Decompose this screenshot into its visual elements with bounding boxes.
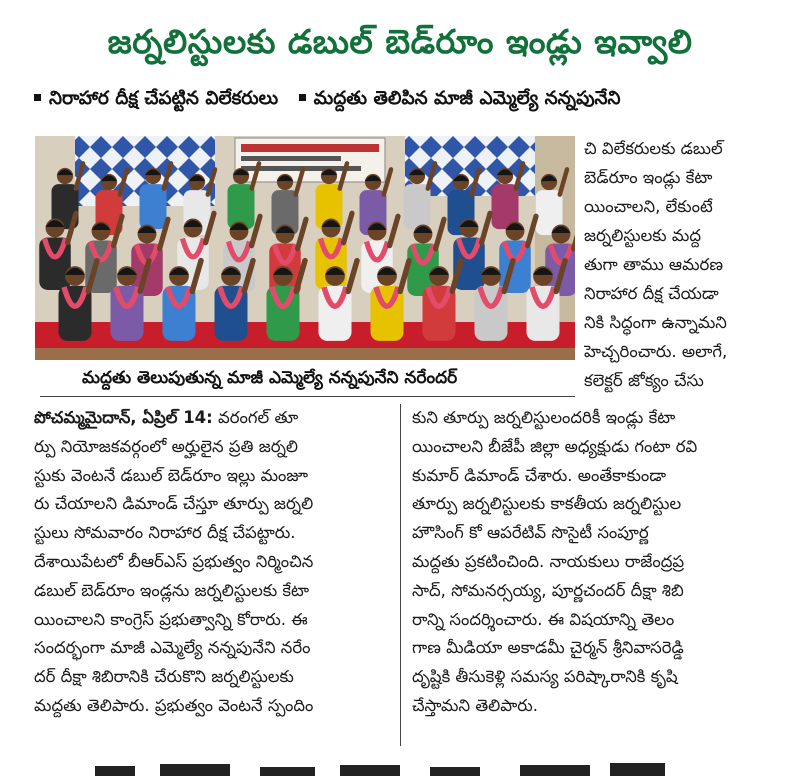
text-segment: వరంగల్ తూ [218,408,299,427]
subheadline-2: మద్దతు తెలిపిన మాజీ ఎమ్మెల్యే నన్నపునేని [313,88,621,109]
divider-horizontal [40,396,575,397]
text-line: స్టులు సోమవారం నిరాహార దీక్ష చేపట్టారు. [34,523,296,543]
text-line: జర్నలిస్టులకు మద్ద [584,226,701,245]
column-left [34,404,394,721]
text-line: సందర్భంగా మాజీ ఎమ్మెల్యే నన్నపునేని నరేం [34,638,311,658]
bullet-icon [34,94,41,101]
text-line: దేశాయిపేటలో బీఆర్ఎస్ ప్రభుత్వం నిర్మించిన [34,551,314,571]
text-line: సాద్, సోమనర్సయ్య, పూర్ణచందర్ దీక్షా శిబి [412,580,684,600]
text-line: గాణ మీడియా అకాడమీ చైర్మన్ శ్రీనివాసరెడ్డి [412,638,684,658]
column-right [584,134,774,395]
photo-caption: మద్దతు తెలుపుతున్న మాజీ ఎమ్మెల్యే నన్నపునేని నరేందర్ [82,368,458,388]
text-line: తూర్పు జర్నలిస్టులకు కాకతీయ జర్నలిస్టుల [412,494,682,514]
text-line: మద్దతు ప్రకటించింది. నాయకులు రాజేంద్రప్ర [412,551,685,571]
text-line: చి విలేకరులకు డబుల్ [584,139,723,158]
text-line: బెడ్‌రూం ఇండ్లు కేటా [584,168,713,187]
bullet-icon [299,94,306,101]
text-line: రాన్ని సందర్శించారు. ఈ విషయాన్ని తెలం [412,609,675,629]
dateline: పోచమ్మమైదాన్, ఏప్రిల్ 14: [34,408,213,427]
text-line: చేస్తామని తెలిపారు. [412,695,539,715]
text-line: డబుల్ బెడ్‌రూం ఇండ్లను జర్నలిస్టులకు కేటా [34,580,310,600]
text-line: రు చేయాలని డిమాండ్ చేస్తూ తూర్పు జర్నలి [34,494,314,514]
column-middle [412,404,780,721]
text-line: యించాలని, లేకుంటే [584,197,713,216]
text-line: కుని తూర్పు జర్నలిస్టులందరికీ ఇండ్లు కేటా [412,408,676,427]
text-line: హెచ్చరించారు. అలాగే, [584,342,728,361]
news-photo [35,136,575,360]
text-line: మద్దతు తెలిపారు. ప్రభుత్వం వెంటనే స్పందిం [34,695,314,715]
subheadlines [30,82,780,116]
text-line: కలెక్టర్ జోక్యం చేసు [584,371,704,390]
text-line: నిరాహార దీక్ష చేయడా [584,284,719,303]
text-line: స్టుకు వెంటనే డబుల్ బెడ్‌రూం ఇల్లు మంజూ [34,465,309,485]
text-line: దృష్టికి తీసుకెళ్లి సమస్య పరిష్కారానికి కృషి [412,667,678,687]
text-line: ర్పు నియోజకవర్గంలో అర్హులైన ప్రతి జర్నలి [34,436,299,456]
text-line: యించాలని కాంగ్రెస్ ప్రభుత్వాన్ని కోరారు. ఈ [34,609,308,629]
text-line: యించాలని బీజేపీ జిల్లా అధ్యక్షుడు గంటా రవి [412,436,698,456]
headline: జర్నలిస్టులకు డబుల్ బెడ్‌రూం ఇండ్లు ఇవ్వాలి [107,22,693,61]
text-line: తుగా తాము ఆమరణ [584,255,723,274]
text-line: నికి సిద్ధంగా ఉన్నామని [584,313,727,332]
divider-vertical [400,404,401,746]
text-line: దర్ దీక్షా శిబిరానికి చేరుకొని జర్నలిస్టులకు [34,667,294,687]
photo-illustration [35,136,575,360]
text-line [34,404,394,433]
text-line: కుమార్ డిమాండ్ చేశారు. అంతేకాకుండా [412,465,667,485]
subheadline-1: నిరాహార దీక్ష చేపట్టిన విలేకరులు [49,88,279,109]
next-article-teaser [0,760,800,776]
text-line: హౌసింగ్ కో ఆపరేటివ్ సొసైటీ సంపూర్ణ [412,523,649,543]
